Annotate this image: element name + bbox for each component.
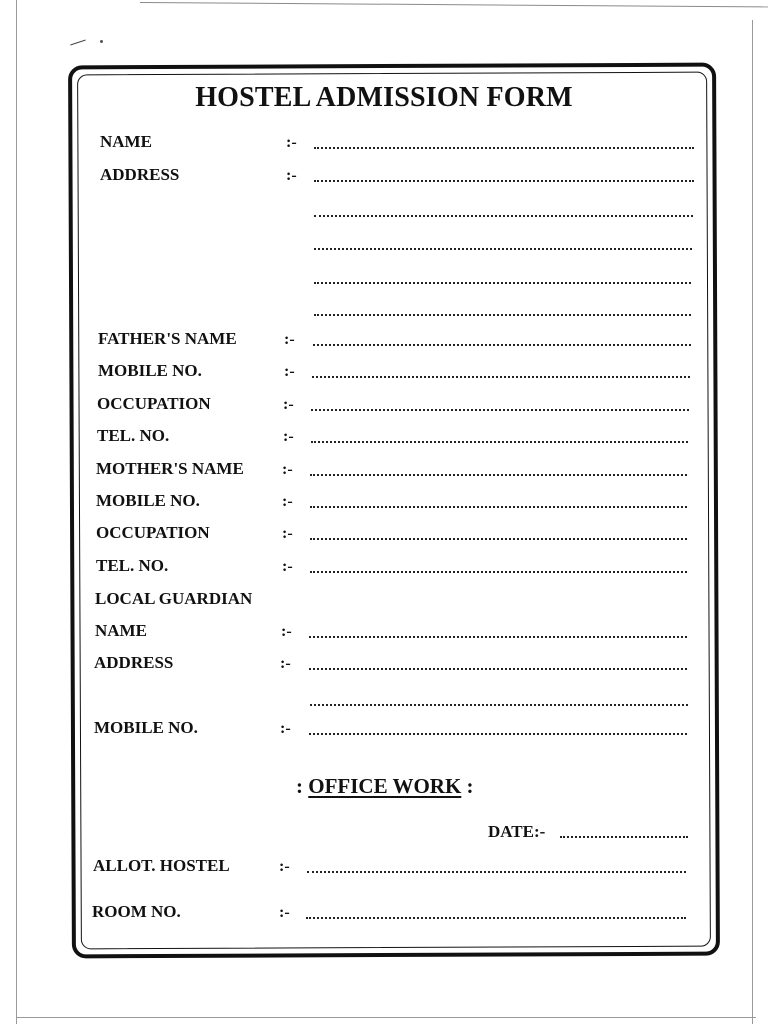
allot-hostel-row xyxy=(93,856,693,880)
name-field[interactable] xyxy=(314,147,694,149)
guardian-mobile-label: MOBILE NO. xyxy=(94,718,198,737)
address-label: ADDRESS xyxy=(100,165,180,184)
office-work-suffix: : xyxy=(466,774,474,798)
date-label: DATE:- xyxy=(488,822,546,841)
guardian-address-label: ADDRESS xyxy=(94,653,174,672)
mother-occupation-label: OCCUPATION xyxy=(96,523,210,542)
mother-tel-label: TEL. NO. xyxy=(96,556,169,575)
office-work-heading xyxy=(296,774,474,799)
date-field[interactable] xyxy=(560,836,688,838)
scan-mark xyxy=(70,40,86,46)
room-no-separator: :- xyxy=(279,904,290,921)
guardian-address-field-line-1[interactable] xyxy=(309,668,687,670)
father-mobile-label: MOBILE NO. xyxy=(98,361,202,380)
father-tel-label: TEL. NO. xyxy=(97,426,170,445)
guardian-mobile-field[interactable] xyxy=(309,733,687,735)
allot-hostel-separator: :- xyxy=(279,858,290,875)
scan-edge-bottom xyxy=(16,1017,756,1018)
room-no-label: ROOM NO. xyxy=(92,902,181,921)
father-mobile-separator: :- xyxy=(284,363,295,380)
local-guardian-heading-row xyxy=(95,589,395,613)
allot-hostel-label: ALLOT. HOSTEL xyxy=(93,856,230,875)
mother-mobile-field[interactable] xyxy=(310,506,687,508)
guardian-address-field-line-2[interactable] xyxy=(310,704,688,706)
room-no-field[interactable] xyxy=(306,917,686,919)
mother-occupation-row xyxy=(96,523,696,547)
form-title: HOSTEL ADMISSION FORM xyxy=(195,82,573,113)
father-mobile-field[interactable] xyxy=(312,376,690,378)
address-separator: :- xyxy=(286,167,297,184)
fathers-name-row xyxy=(98,329,698,353)
mothers-name-row xyxy=(96,459,696,483)
name-label: NAME xyxy=(100,132,152,151)
address-field-line-1[interactable] xyxy=(314,180,694,182)
allot-hostel-field[interactable] xyxy=(307,871,686,873)
father-occupation-row xyxy=(97,394,697,418)
office-work-prefix: : xyxy=(296,774,303,798)
mother-tel-field[interactable] xyxy=(310,571,687,573)
mother-mobile-label: MOBILE NO. xyxy=(96,491,200,510)
address-row xyxy=(100,165,700,189)
guardian-name-separator: :- xyxy=(281,623,292,640)
father-tel-field[interactable] xyxy=(311,441,688,443)
address-field-line-5[interactable] xyxy=(314,314,691,316)
fathers-name-field[interactable] xyxy=(313,344,691,346)
mother-occupation-field[interactable] xyxy=(310,538,687,540)
mothers-name-separator: :- xyxy=(282,461,293,478)
mothers-name-label: MOTHER'S NAME xyxy=(96,459,244,478)
mother-mobile-row xyxy=(96,491,696,515)
father-occupation-separator: :- xyxy=(283,396,294,413)
guardian-address-separator: :- xyxy=(280,655,291,672)
mother-tel-separator: :- xyxy=(282,558,293,575)
scan-edge-left xyxy=(16,0,17,1024)
name-separator: :- xyxy=(286,134,297,151)
scan-dot xyxy=(100,40,103,43)
father-occupation-label: OCCUPATION xyxy=(97,394,211,413)
scan-edge-right xyxy=(752,20,753,1024)
father-occupation-field[interactable] xyxy=(311,409,689,411)
local-guardian-heading: LOCAL GUARDIAN xyxy=(95,589,253,608)
guardian-name-label: NAME xyxy=(95,621,147,640)
father-mobile-row xyxy=(98,361,698,385)
guardian-mobile-row xyxy=(94,718,694,742)
guardian-mobile-separator: :- xyxy=(280,720,291,737)
scan-edge-top xyxy=(140,2,768,7)
mothers-name-field[interactable] xyxy=(310,474,687,476)
father-tel-row xyxy=(97,426,697,450)
fathers-name-separator: :- xyxy=(284,331,295,348)
fathers-name-label: FATHER'S NAME xyxy=(98,329,237,348)
name-row xyxy=(100,132,700,156)
guardian-name-row xyxy=(95,621,695,645)
address-field-line-4[interactable] xyxy=(314,282,691,284)
room-no-row xyxy=(92,902,692,926)
mother-occupation-separator: :- xyxy=(282,525,293,542)
guardian-name-field[interactable] xyxy=(309,636,687,638)
father-tel-separator: :- xyxy=(283,428,294,445)
office-work-title: OFFICE WORK xyxy=(308,774,462,798)
address-field-line-3[interactable] xyxy=(314,248,692,250)
mother-mobile-separator: :- xyxy=(282,493,293,510)
mother-tel-row xyxy=(96,556,696,580)
guardian-address-row xyxy=(94,653,694,677)
address-field-line-2[interactable] xyxy=(314,215,693,217)
